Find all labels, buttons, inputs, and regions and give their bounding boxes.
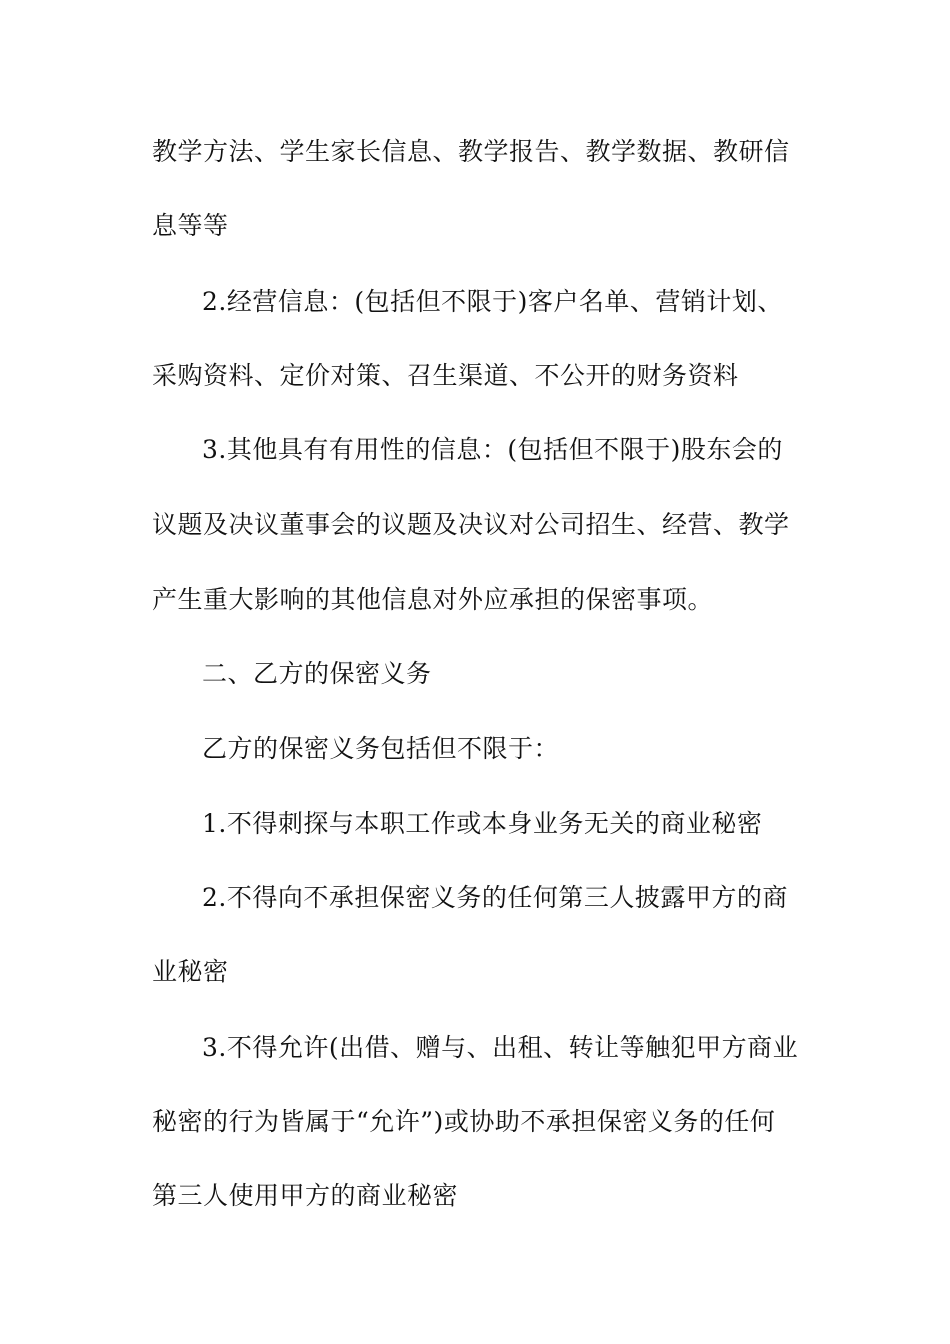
text-line: 采购资料、定价对策、召生渠道、不公开的财务资料 [152, 361, 739, 390]
text-line: 3.其他具有有用性的信息：(包括但不限于)股东会的 [202, 435, 783, 464]
text-line: 2.不得向不承担保密义务的任何第三人披露甲方的商 [202, 883, 788, 912]
text-line: 议题及决议董事会的议题及决议对公司招生、经营、教学 [152, 510, 790, 539]
text-line: 2.经营信息：(包括但不限于)客户名单、营销计划、 [202, 287, 783, 316]
text-line: 业秘密 [152, 957, 229, 986]
text-line: 第三人使用甲方的商业秘密 [152, 1181, 459, 1210]
text-line: 息等等 [152, 211, 229, 240]
section-heading: 二、乙方的保密义务 [202, 659, 432, 688]
text-line: 秘密的行为皆属于“允许”)或协助不承担保密义务的任何 [152, 1107, 776, 1136]
text-line: 教学方法、学生家长信息、教学报告、教学数据、教研信 [152, 137, 790, 166]
text-line: 3.不得允许(出借、赠与、出租、转让等触犯甲方商业 [202, 1033, 799, 1062]
text-line: 产生重大影响的其他信息对外应承担的保密事项。 [152, 585, 714, 614]
text-line: 乙方的保密义务包括但不限于： [202, 734, 560, 763]
text-line: 1.不得刺探与本职工作或本身业务无关的商业秘密 [202, 809, 763, 838]
